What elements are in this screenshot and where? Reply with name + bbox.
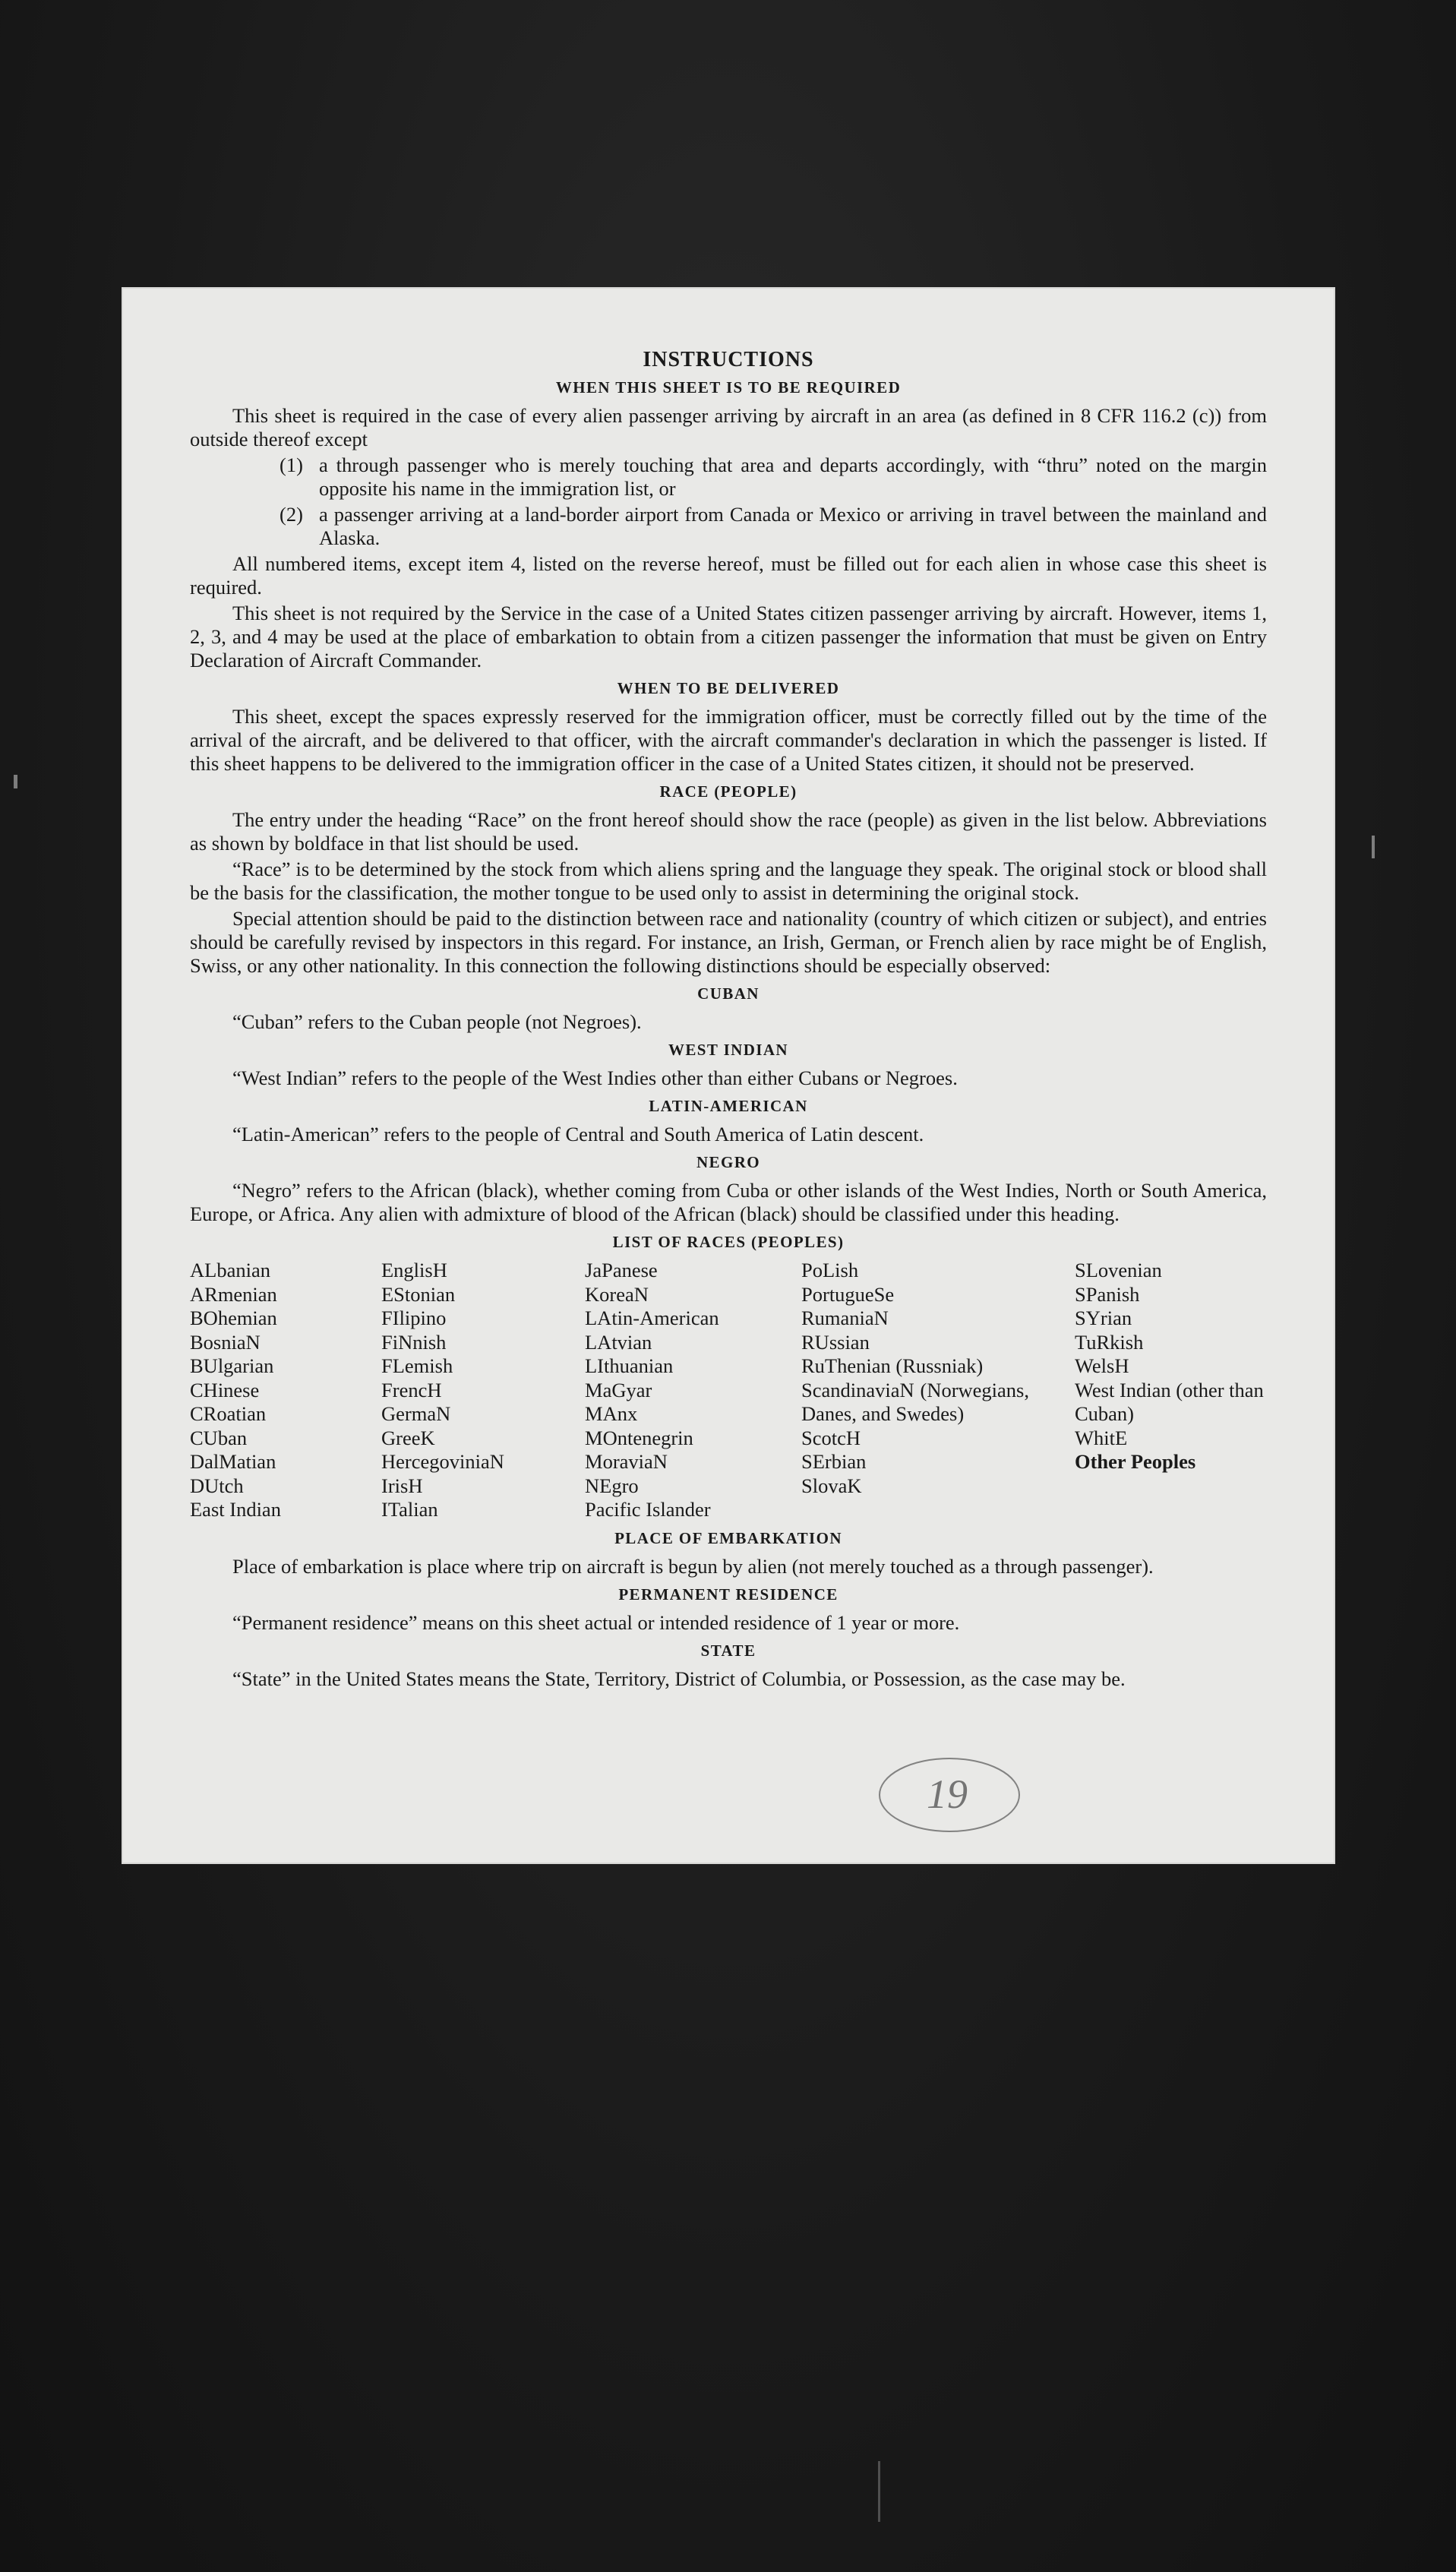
race-item: ARmenian [190,1282,277,1306]
races-column [801,1259,1075,1522]
film-mark [878,2461,880,2522]
race-item: Pacific Islander [585,1498,711,1521]
section-heading-residence: PERMANENT RESIDENCE [618,1585,839,1604]
paragraph: This sheet, except the spaces expressly reserved for the immigration officer, must be correctly filled out by the time of the arrival of the aircraft, and be delivered to that officer, with the aircraft commander's declaration in which the passenger is listed. If this sheet happens to be delivered to the immigration officer in the case of a United States citizen, it should not be preserved. [190,705,1267,775]
race-item: East Indian [190,1498,281,1521]
race-item: DalMatian [190,1450,276,1473]
race-item: ITalian [381,1498,438,1521]
race-item: MOntenegrin [585,1426,693,1449]
subheading-latin-american: LATIN-AMERICAN [649,1097,808,1115]
races-column [381,1259,585,1522]
race-item: ALbanian [190,1259,270,1281]
document-content [190,348,1267,1693]
document-sheet [122,287,1335,1864]
section-heading-when-required: WHEN THIS SHEET IS TO BE REQUIRED [555,378,902,397]
races-list [190,1259,1267,1522]
race-item: SlovaK [801,1474,862,1497]
handwritten-number: 19 [927,1771,968,1817]
race-item: SYrian [1075,1307,1132,1329]
handwritten-mark-icon [873,1746,1025,1844]
races-column [585,1259,801,1522]
paragraph: Special attention should be paid to the distinction between race and nationality (country of which citizen or subject), and entries should be carefully revised by inspectors in this regard. For instance, an Irish, German, or French alien by race might be of English, Swiss, or any other nationality. In this connection the following distinctions should be especially observed: [190,907,1267,977]
race-item: CHinese [190,1378,260,1401]
paragraph: “Latin-American” refers to the people of Central and South America of Latin descent. [232,1123,924,1145]
race-item: RuThenian (Russniak) [801,1354,984,1377]
film-mark [1372,836,1375,858]
race-item: SPanish [1075,1282,1140,1306]
race-item: JaPanese [585,1259,658,1281]
section-heading-state: STATE [700,1641,756,1660]
paragraph: Place of embarkation is place where trip on aircraft is begun by alien (not merely touched as a through passenger). [232,1554,1154,1578]
list-item [190,453,1267,501]
race-item: CRoatian [190,1402,267,1425]
race-item: MoraviaN [585,1450,668,1473]
race-item: ScandinaviaN (Norwegians, Danes, and Swedes) [801,1378,1029,1425]
paragraph: The entry under the heading “Race” on the front hereof should show the race (people) as given in the list below. Abbreviations as shown by boldface in that list should be used. [190,808,1267,855]
list-of-races-heading: LIST OF RACES (PEOPLES) [612,1233,845,1251]
race-item: FIlipino [381,1307,447,1329]
race-item: FLemish [381,1354,453,1377]
race-item: CUban [190,1426,248,1449]
races-column [190,1259,381,1522]
race-item: EnglisH [381,1259,447,1281]
paragraph: “State” in the United States means the State, Territory, District of Columbia, or Possession, as the case may be. [232,1667,1126,1690]
paragraph: “Negro” refers to the African (black), whether coming from Cuba or other islands of the West Indies, North or South America, Europe, or Africa. Any alien with admixture of blood of the African (black) should be classified under this heading. [190,1179,1267,1225]
races-column [1075,1259,1267,1522]
paragraph: This sheet is not required by the Service in the case of a United States citizen passenger arriving by aircraft. However, items 1, 2, 3, and 4 may be used at the place of embarkation to obtain from a citizen passenger the information that must be given on Entry Declaration of Aircraft Commander. [190,602,1267,671]
paragraph: This sheet is required in the case of every alien passenger arriving by aircraft in an area (as defined in 8 CFR 116.2 (c)) from outside thereof except [190,404,1267,450]
race-item: RumaniaN [801,1307,889,1329]
race-item: DUtch [190,1474,244,1497]
list-item [190,503,1267,550]
section-heading-when-delivered: WHEN TO BE DELIVERED [617,679,840,697]
race-item: WhitE [1075,1426,1128,1449]
race-item: Other Peoples [1075,1450,1196,1473]
race-item: FiNnish [381,1330,447,1354]
paragraph: “Cuban” refers to the Cuban people (not Negroes). [232,1010,642,1033]
document-title: INSTRUCTIONS [643,348,814,371]
race-item: BOhemian [190,1307,277,1329]
race-item: GreeK [381,1426,435,1449]
race-item: KoreaN [585,1282,649,1306]
race-item: BosniaN [190,1330,261,1354]
list-text: a through passenger who is merely touching that area and departs accordingly, with “thru” noted on the margin opposite his name in the immigration list, or [319,453,1267,500]
list-text: a passenger arriving at a land-border airport from Canada or Mexico or arriving in travel between the mainland and Alaska. [319,503,1267,549]
race-item: EStonian [381,1282,456,1306]
race-item: NEgro [585,1474,639,1497]
subheading-negro: NEGRO [696,1153,760,1171]
paragraph: All numbered items, except item 4, listed on the reverse hereof, must be filled out for each alien in whose case this sheet is required. [190,552,1267,599]
subheading-west-indian: WEST INDIAN [668,1041,788,1059]
paragraph: “Race” is to be determined by the stock from which aliens spring and the language they speak. The original stock or blood shall be the basis for the classification, the mother tongue to be used only to assist in determining the original stock. [190,858,1267,904]
race-item: RUssian [801,1330,870,1354]
race-item: GermaN [381,1402,451,1425]
race-item: BUlgarian [190,1354,274,1377]
section-heading-embarkation: PLACE OF EMBARKATION [614,1528,842,1547]
race-item: MAnx [585,1402,638,1425]
race-item: PortugueSe [801,1282,895,1306]
race-item: LAtin-American [585,1307,719,1329]
section-heading-race: RACE (PEOPLE) [659,782,797,801]
race-item: FrencH [381,1378,442,1401]
list-number: (2) [280,503,303,526]
race-item: HercegoviniaN [381,1450,504,1473]
race-item: LAtvian [585,1330,652,1354]
race-item: SLovenian [1075,1259,1162,1281]
subheading-cuban: CUBAN [697,984,760,1003]
race-item: MaGyar [585,1378,652,1401]
race-item: IrisH [381,1474,423,1497]
paragraph: “Permanent residence” means on this sheet actual or intended residence of 1 year or more. [232,1610,960,1634]
paragraph: “West Indian” refers to the people of the West Indies other than either Cubans or Negroes. [232,1066,958,1089]
race-item: West Indian (other than Cuban) [1075,1378,1264,1425]
race-item: PoLish [801,1259,859,1281]
race-item: WelsH [1075,1354,1129,1377]
race-item: ScotcH [801,1426,861,1449]
race-item: SErbian [801,1450,867,1473]
race-item: TuRkish [1075,1330,1144,1354]
race-item: LIthuanian [585,1354,674,1377]
film-mark [14,775,17,788]
list-number: (1) [280,453,303,476]
